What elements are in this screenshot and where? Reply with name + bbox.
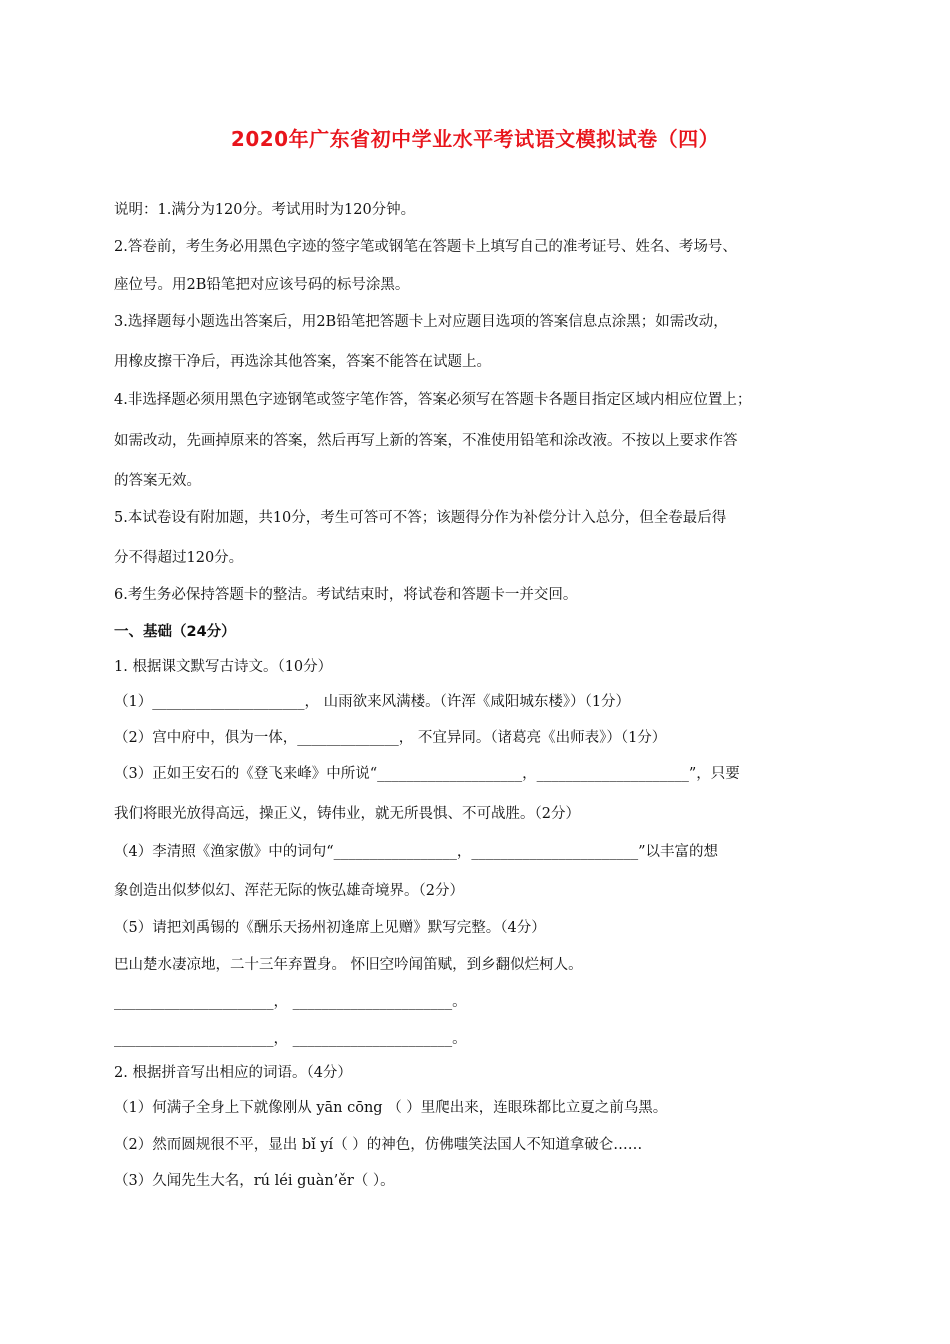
question-item: （3）久闻先生大名，rú léi guàn’ěr（ ）。 <box>114 1173 395 1189</box>
instruction-line: 分不得超过120分。 <box>114 550 244 566</box>
instruction-line: 用橡皮擦干净后，再选涂其他答案，答案不能答在试题上。 <box>114 354 491 370</box>
answer-blank-line: ______________________， ______________________。 <box>114 994 467 1010</box>
instruction-line: 如需改动，先画掉原来的答案，然后再写上新的答案，不准使用铅笔和涂改液。不按以上要求作答 <box>114 433 738 449</box>
question-item: （1）_____________________， 山雨欲来风满楼。（许浑《咸阳城东楼》）（1分） <box>114 694 631 710</box>
question-item: 我们将眼光放得高远，操正义，铸伟业，就无所畏惧、不可战胜。（2分） <box>114 806 580 822</box>
question-item: （1）何满子全身上下就像刚从 yān cōng （ ）里爬出来，连眼珠都比立夏之前乌黑。 <box>114 1100 668 1116</box>
question-item: （4）李清照《渔家傲》中的词句“_________________，_______________________”以丰富的想 <box>114 844 719 860</box>
instruction-line: 5.本试卷设有附加题，共10分，考生可答可不答；该题得分作为补偿分计入总分，但全卷最后得 <box>114 510 727 526</box>
question-item: （5）请把刘禹锡的《酬乐天扬州初逢席上见赠》默写完整。（4分） <box>114 920 546 936</box>
poem-line: 巴山楚水凄凉地，二十三年弃置身。 怀旧空吟闻笛赋，到乡翻似烂柯人。 <box>114 957 583 973</box>
question-item: （2）然而圆规很不平，显出 bǐ yí（ ）的神色，仿佛嗤笑法国人不知道拿破仑…… <box>114 1137 643 1153</box>
question-prompt: 2. 根据拼音写出相应的词语。（4分） <box>114 1065 352 1081</box>
question-item: （3）正如王安石的《登飞来峰》中所说“____________________，_____________________”，只要 <box>114 766 740 782</box>
instruction-line: 4.非选择题必须用黑色字迹钢笔或签字笔作答，答案必须写在答题卡各题目指定区域内相应位置上； <box>114 392 752 408</box>
question-item: 象创造出似梦似幻、浑茫无际的恢弘雄奇境界。（2分） <box>114 883 464 899</box>
answer-blank-line: ______________________， ______________________。 <box>114 1031 467 1047</box>
instruction-line: 3.选择题每小题选出答案后，用2B铅笔把答题卡上对应题目选项的答案信息点涂黑；如需改动， <box>114 314 728 330</box>
section-heading: 一、基础（24分） <box>114 624 236 640</box>
instruction-line: 2.答卷前，考生务必用黑色字迹的签字笔或钢笔在答题卡上填写自己的准考证号、姓名、考场号、 <box>114 239 737 255</box>
instruction-line: 说明：1.满分为120分。考试用时为120分钟。 <box>114 202 416 218</box>
exam-title: 2020年广东省初中学业水平考试语文模拟试卷（四） <box>230 127 720 151</box>
instruction-line: 6.考生务必保持答题卡的整洁。考试结束时，将试卷和答题卡一并交回。 <box>114 587 578 603</box>
question-prompt: 1. 根据课文默写古诗文。（10分） <box>114 659 333 675</box>
instruction-line: 座位号。用2B铅笔把对应该号码的标号涂黑。 <box>114 277 410 293</box>
instruction-line: 的答案无效。 <box>114 473 201 489</box>
question-item: （2）宫中府中，俱为一体，______________， 不宜异同。（诸葛亮《出师表》）（1分） <box>114 730 667 746</box>
